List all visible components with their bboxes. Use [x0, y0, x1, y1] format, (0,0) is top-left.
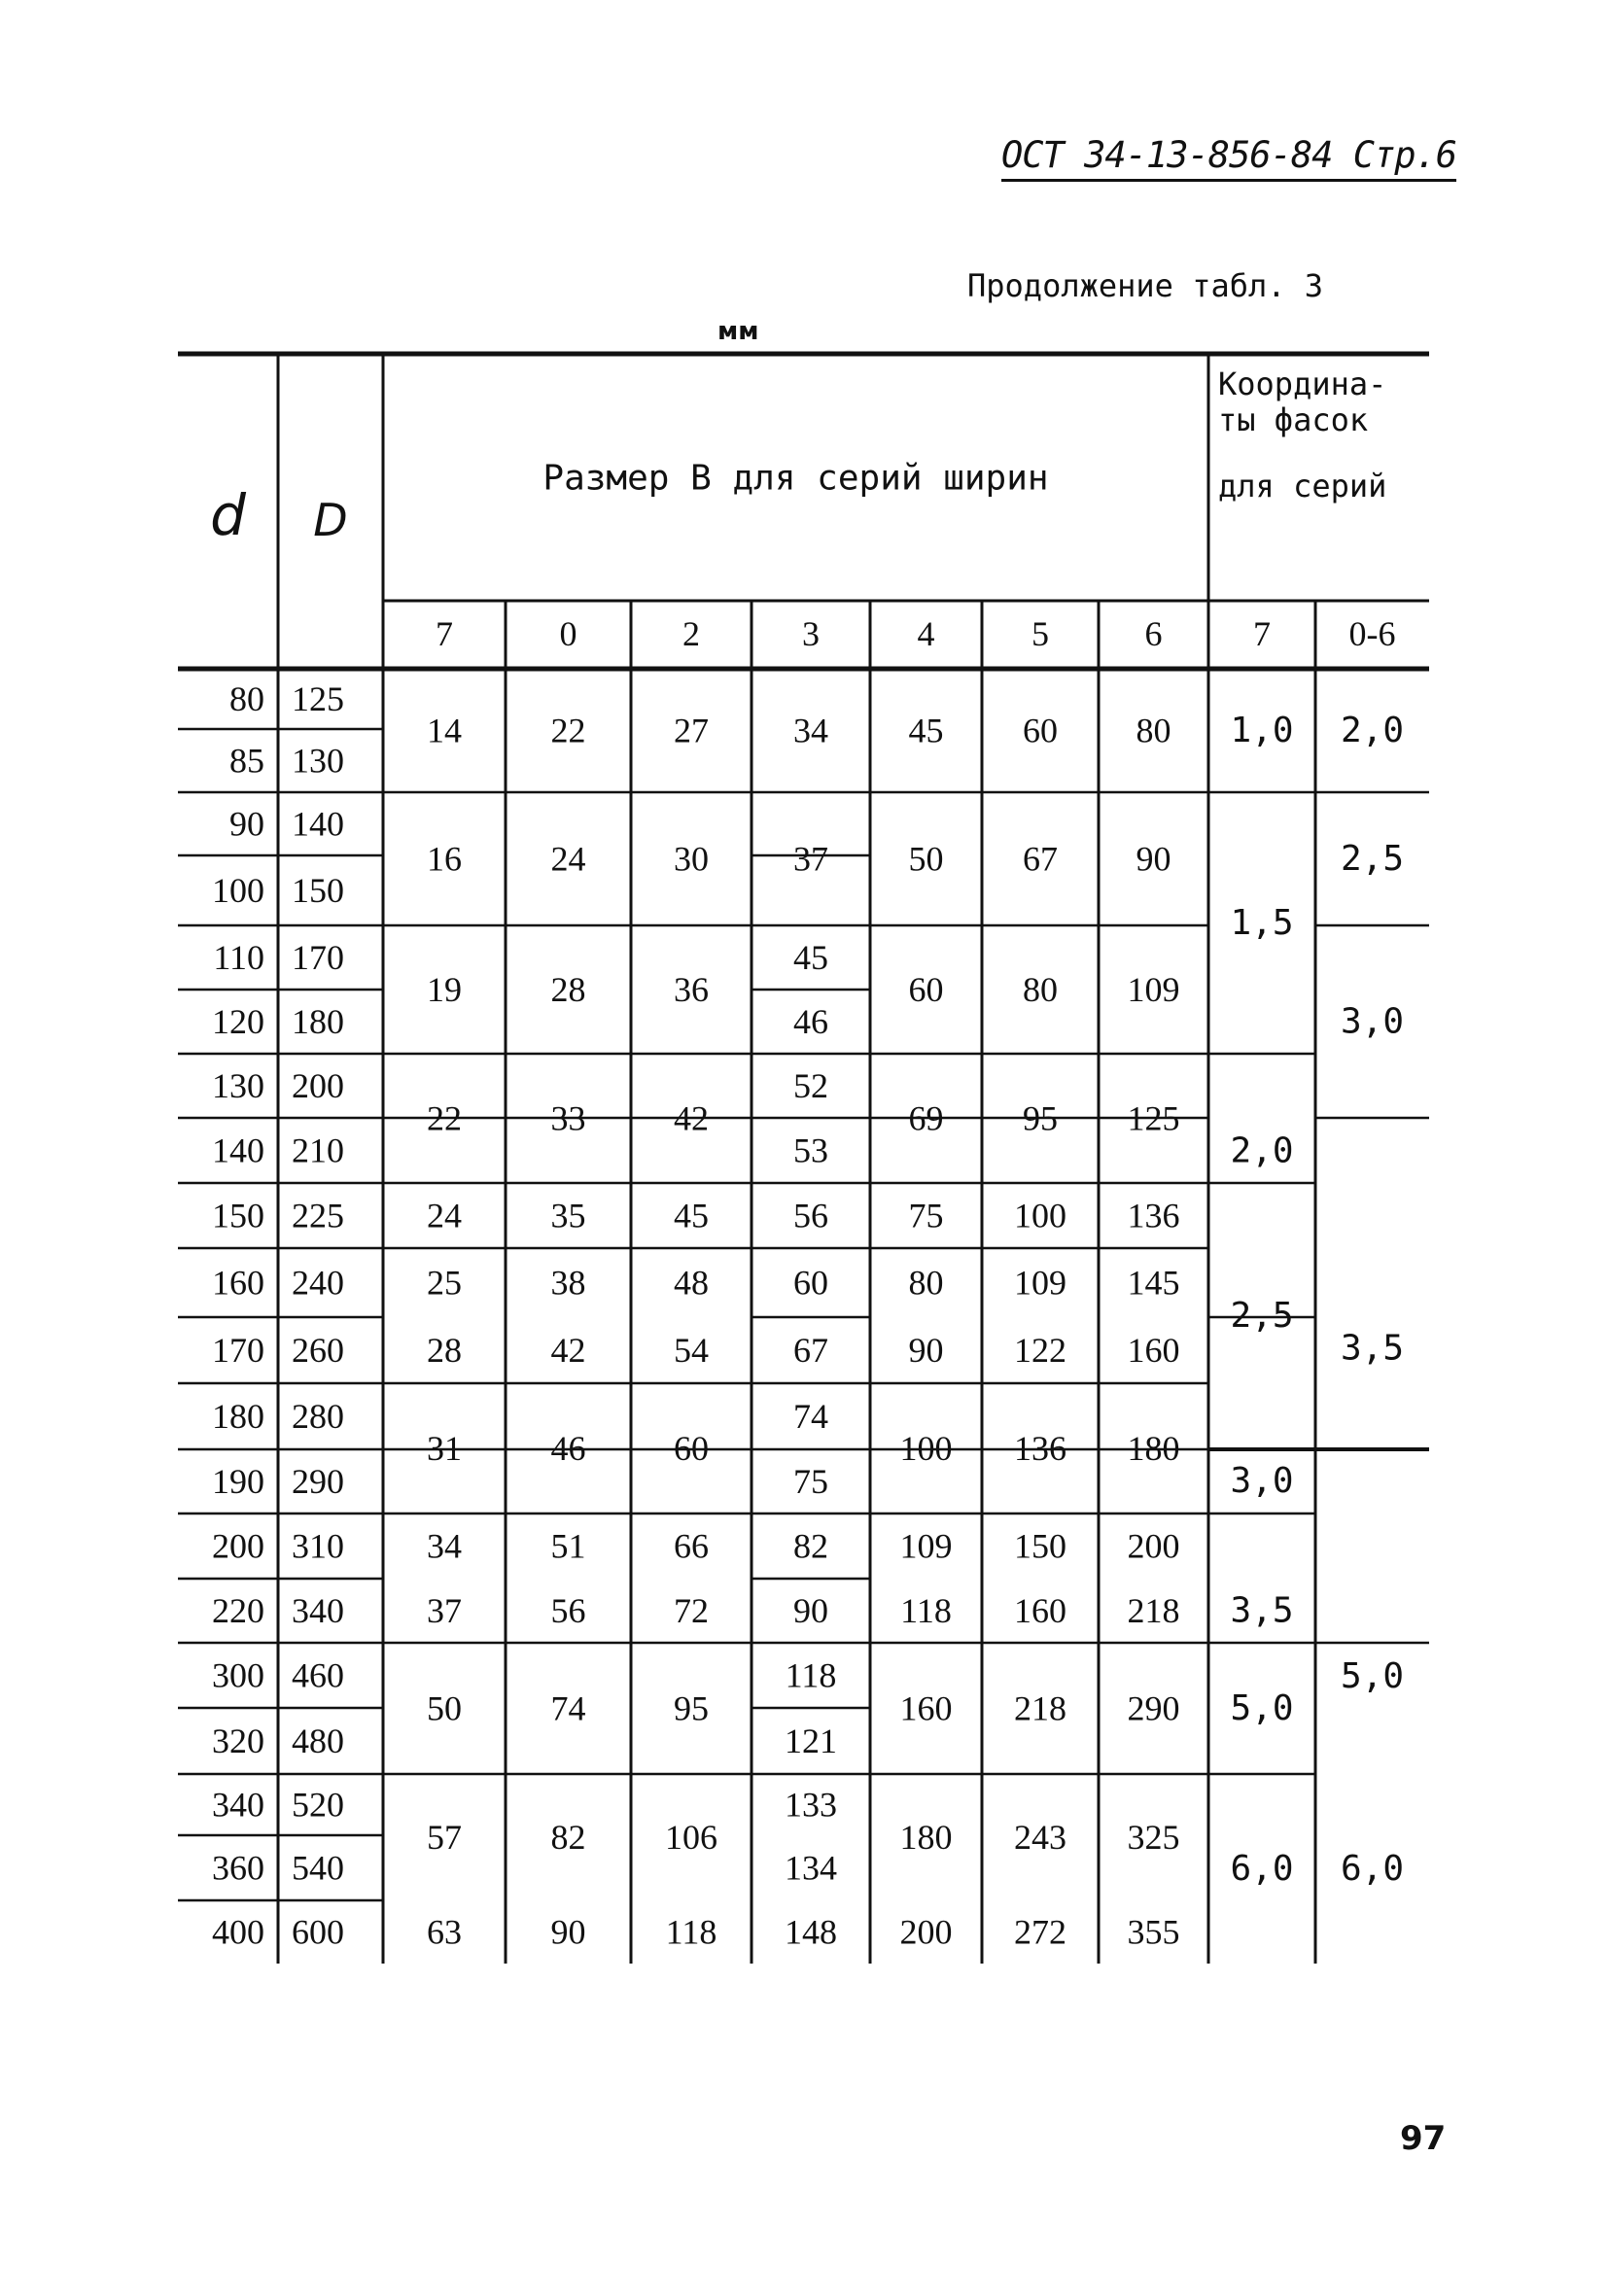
cell-b-series-5: 243: [1014, 1818, 1066, 1857]
cell-D: 290: [292, 1462, 344, 1501]
cell-d: 160: [212, 1263, 264, 1303]
cell-d: 100: [212, 871, 264, 910]
cell-b-series-0: 35: [550, 1196, 586, 1235]
cell-chamfer-7: 2,5: [1230, 1296, 1294, 1336]
cell-D: 310: [292, 1526, 344, 1566]
cell-b-series-7: 22: [427, 1098, 462, 1138]
cell-d: 320: [212, 1722, 264, 1760]
cell-D: 260: [292, 1331, 344, 1370]
cell-d: 150: [212, 1196, 264, 1235]
cell-b-series-0: 24: [550, 839, 586, 879]
cell-d: 110: [213, 938, 264, 977]
cell-D: 600: [292, 1912, 344, 1952]
cell-b-series-5: 80: [1023, 970, 1058, 1009]
cell-b-series-2: 72: [674, 1591, 709, 1630]
cell-D: 460: [292, 1655, 344, 1695]
cell-b-series-3: 82: [793, 1526, 828, 1566]
cell-b-series-3: 74: [793, 1397, 828, 1436]
table-continuation-caption: Продолжение табл. 3: [967, 267, 1324, 304]
cell-d: 340: [212, 1785, 264, 1825]
chamfer-series-label: 7: [1253, 614, 1271, 653]
cell-b-series-5: 109: [1014, 1263, 1066, 1303]
column-d-heading: d: [210, 482, 246, 548]
cell-chamfer-7: 1,0: [1230, 711, 1294, 750]
cell-chamfer-7: 1,5: [1230, 903, 1294, 943]
cell-d: 120: [212, 1002, 264, 1041]
width-series-label: 6: [1144, 614, 1163, 653]
units-label: мм: [717, 317, 759, 346]
cell-d: 130: [212, 1066, 264, 1105]
cell-b-series-0: 82: [550, 1818, 586, 1857]
cell-b-series-3: 60: [793, 1263, 828, 1303]
cell-chamfer-7: 6,0: [1230, 1849, 1294, 1889]
cell-b-series-7: 37: [427, 1591, 462, 1630]
cell-b-series-7: 28: [427, 1331, 462, 1370]
cell-d: 90: [229, 804, 264, 844]
cell-b-series-7: 16: [427, 839, 462, 879]
cell-chamfer-7: 3,5: [1230, 1590, 1294, 1631]
cell-b-series-7: 63: [427, 1912, 462, 1952]
cell-d: 170: [212, 1331, 264, 1370]
cell-b-series-4: 45: [908, 711, 944, 750]
cell-d: 200: [212, 1526, 264, 1566]
cell-b-series-6: 80: [1136, 711, 1171, 750]
cell-D: 340: [292, 1591, 344, 1630]
cell-b-series-7: 31: [427, 1429, 462, 1468]
cell-D: 140: [292, 804, 344, 844]
cell-chamfer-0-6: 3,5: [1340, 1328, 1405, 1369]
cell-b-series-4: 80: [908, 1263, 944, 1303]
document-reference: ОСТ 34-13-856-84 Стр.6: [1001, 134, 1456, 182]
cell-b-series-7: 57: [427, 1818, 462, 1857]
cell-d: 80: [229, 679, 264, 718]
cell-D: 210: [292, 1131, 344, 1170]
cell-b-series-6: 90: [1136, 839, 1171, 879]
cell-b-series-5: 150: [1014, 1526, 1066, 1566]
cell-b-series-6: 325: [1127, 1818, 1180, 1857]
cell-d: 220: [212, 1591, 264, 1630]
cell-b-series-0: 38: [550, 1263, 586, 1303]
cell-b-series-5: 67: [1023, 839, 1058, 879]
cell-chamfer-0-6: 5,0: [1340, 1656, 1405, 1696]
cell-d: 140: [212, 1131, 264, 1170]
cell-b-series-5: 122: [1014, 1331, 1066, 1370]
width-series-label: 0: [559, 614, 577, 653]
width-series-label: 2: [682, 614, 700, 653]
cell-chamfer-0-6: 2,5: [1340, 839, 1405, 879]
cell-b-series-0: 33: [550, 1098, 586, 1138]
cell-chamfer-0-6: 3,0: [1340, 1001, 1405, 1042]
cell-b-series-6: 145: [1127, 1263, 1180, 1303]
page-number: 97: [1400, 2119, 1447, 2158]
cell-b-series-3: 148: [785, 1912, 837, 1952]
cell-b-series-2: 48: [674, 1263, 709, 1303]
cell-b-series-2: 45: [674, 1196, 709, 1235]
cell-b-series-0: 42: [550, 1331, 586, 1370]
cell-d: 300: [212, 1655, 264, 1695]
cell-b-series-7: 24: [427, 1196, 462, 1235]
cell-b-series-5: 95: [1023, 1098, 1058, 1138]
cell-b-series-7: 50: [427, 1688, 462, 1728]
cell-b-series-2: 118: [665, 1912, 717, 1952]
cell-b-series-4: 118: [900, 1591, 952, 1630]
cell-chamfer-0-6: 6,0: [1340, 1849, 1405, 1889]
cell-b-series-0: 46: [550, 1429, 586, 1468]
cell-b-series-4: 60: [908, 970, 944, 1009]
cell-b-series-3: 134: [785, 1848, 837, 1888]
cell-b-series-0: 74: [550, 1688, 586, 1728]
cell-b-series-2: 60: [674, 1429, 709, 1468]
cell-b-series-3: 46: [793, 1002, 828, 1041]
cell-b-series-7: 34: [427, 1526, 462, 1566]
chamfer-heading-line: для серий: [1218, 468, 1387, 504]
width-series-heading: Размер В для серий ширин: [542, 458, 1049, 499]
cell-b-series-4: 180: [899, 1818, 953, 1857]
cell-b-series-3: 53: [793, 1131, 828, 1170]
cell-b-series-6: 290: [1127, 1688, 1180, 1728]
cell-b-series-4: 69: [908, 1098, 944, 1138]
cell-D: 280: [292, 1397, 344, 1436]
cell-chamfer-7: 5,0: [1230, 1688, 1294, 1728]
cell-b-series-5: 160: [1014, 1591, 1066, 1630]
cell-b-series-7: 25: [427, 1263, 462, 1303]
cell-b-series-6: 180: [1127, 1429, 1180, 1468]
cell-b-series-5: 100: [1014, 1196, 1066, 1235]
cell-b-series-2: 36: [674, 970, 709, 1009]
cell-b-series-5: 136: [1014, 1429, 1066, 1468]
cell-chamfer-7: 2,0: [1230, 1131, 1294, 1171]
cell-b-series-6: 125: [1127, 1098, 1180, 1138]
cell-b-series-3: 37: [793, 839, 828, 879]
cell-b-series-0: 22: [550, 711, 586, 750]
cell-b-series-7: 14: [427, 711, 462, 750]
cell-b-series-4: 200: [899, 1912, 953, 1952]
cell-D: 150: [292, 871, 344, 910]
cell-b-series-2: 66: [674, 1526, 709, 1566]
cell-D: 225: [292, 1196, 344, 1235]
cell-d: 360: [212, 1848, 264, 1888]
cell-b-series-6: 136: [1127, 1196, 1180, 1235]
cell-D: 200: [292, 1066, 344, 1105]
width-series-label: 5: [1031, 614, 1049, 653]
cell-D: 540: [292, 1848, 344, 1888]
cell-b-series-4: 160: [899, 1688, 953, 1728]
cell-b-series-3: 90: [793, 1591, 828, 1630]
cell-b-series-7: 19: [427, 970, 462, 1009]
cell-b-series-2: 42: [674, 1098, 709, 1138]
cell-D: 130: [292, 741, 344, 781]
chamfer-series-label: 0-6: [1348, 614, 1396, 653]
cell-b-series-3: 133: [785, 1785, 837, 1825]
cell-b-series-4: 50: [908, 839, 944, 879]
cell-D: 480: [292, 1722, 344, 1760]
cell-b-series-6: 200: [1127, 1526, 1180, 1566]
width-series-label: 7: [436, 614, 453, 653]
cell-b-series-4: 109: [899, 1526, 953, 1566]
width-series-label: 4: [917, 614, 935, 653]
cell-b-series-3: 56: [793, 1196, 828, 1235]
cell-b-series-0: 28: [550, 970, 586, 1009]
cell-b-series-3: 121: [785, 1722, 837, 1760]
cell-D: 170: [292, 938, 344, 977]
cell-b-series-0: 51: [550, 1526, 586, 1566]
cell-b-series-3: 75: [793, 1462, 828, 1501]
cell-d: 190: [212, 1462, 264, 1501]
cell-b-series-5: 272: [1014, 1912, 1066, 1952]
cell-b-series-6: 218: [1127, 1591, 1180, 1630]
cell-d: 180: [212, 1397, 264, 1436]
cell-b-series-3: 52: [793, 1066, 828, 1105]
cell-b-series-2: 27: [674, 711, 709, 750]
cell-b-series-2: 106: [665, 1818, 717, 1857]
cell-b-series-3: 118: [785, 1655, 837, 1695]
chamfer-heading-line: Координа-: [1218, 365, 1387, 402]
cell-D: 520: [292, 1785, 344, 1825]
cell-b-series-5: 60: [1023, 711, 1058, 750]
width-series-label: 3: [802, 614, 820, 653]
cell-D: 180: [292, 1002, 344, 1041]
cell-b-series-0: 56: [550, 1591, 586, 1630]
cell-chamfer-0-6: 2,0: [1340, 711, 1405, 750]
cell-b-series-3: 45: [793, 938, 828, 977]
cell-chamfer-7: 3,0: [1230, 1461, 1294, 1501]
cell-b-series-3: 34: [793, 711, 828, 750]
cell-b-series-0: 90: [550, 1912, 586, 1952]
column-D-heading: D: [313, 494, 348, 546]
cell-b-series-4: 100: [899, 1429, 953, 1468]
cell-b-series-2: 54: [674, 1331, 709, 1370]
cell-b-series-3: 67: [793, 1331, 828, 1370]
cell-b-series-6: 160: [1127, 1331, 1180, 1370]
chamfer-heading-line: ты фасок: [1218, 401, 1369, 438]
cell-b-series-6: 109: [1127, 970, 1180, 1009]
cell-b-series-4: 75: [908, 1196, 944, 1235]
cell-d: 400: [212, 1912, 264, 1952]
cell-D: 125: [292, 679, 344, 718]
cell-b-series-2: 30: [674, 839, 709, 879]
cell-b-series-6: 355: [1127, 1912, 1180, 1952]
cell-b-series-2: 95: [674, 1688, 709, 1728]
cell-b-series-4: 90: [908, 1331, 944, 1370]
cell-D: 240: [292, 1263, 344, 1303]
cell-d: 85: [229, 741, 264, 781]
cell-b-series-5: 218: [1014, 1688, 1066, 1728]
